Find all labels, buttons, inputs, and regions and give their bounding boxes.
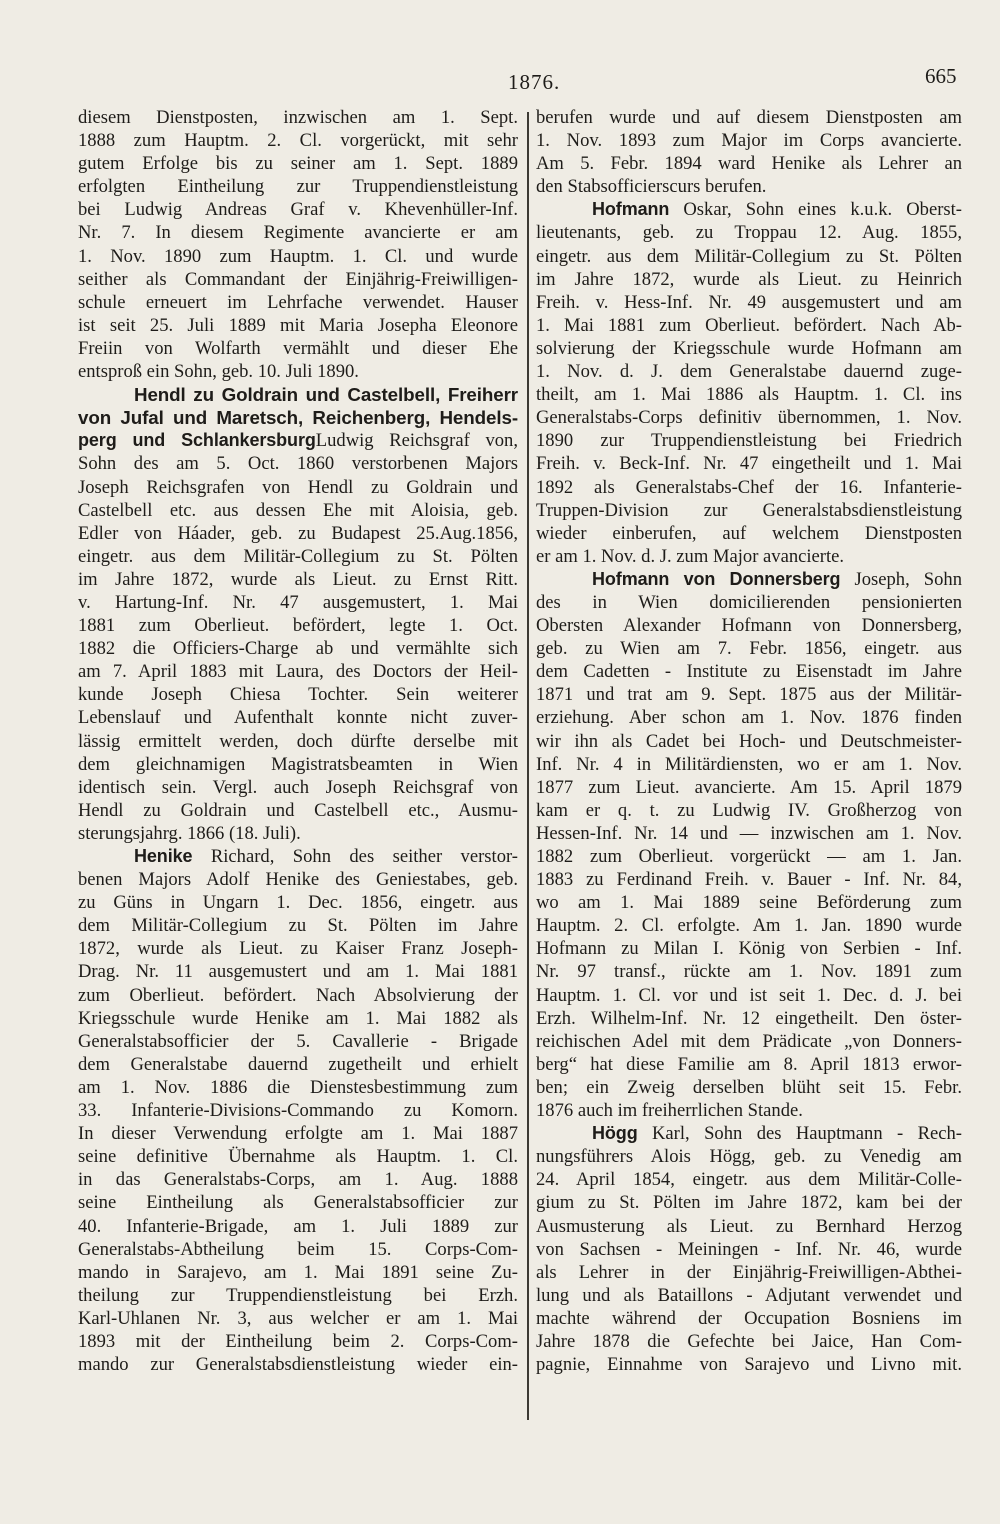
- text-line: [78, 1261, 518, 1284]
- text-line: [536, 360, 962, 383]
- line-text: Am 5. Febr. 1894 ward Henike als Lehrer an: [536, 153, 962, 175]
- line-text: den Stabsofficierscurs berufen.: [536, 176, 767, 198]
- right-column: [536, 106, 962, 1376]
- text-line: [536, 1168, 962, 1191]
- text-line: [536, 1307, 962, 1330]
- text-line: [536, 383, 962, 406]
- line-text: lässig ermittelt werden, doch dürfte derselbe mit: [78, 730, 518, 752]
- line-text: geb. zu Wien am 7. Febr. 1856, eingetr. aus: [536, 638, 962, 660]
- line-text: lieutenants, geb. zu Troppau 12. Aug. 1855,: [536, 222, 962, 244]
- text-line: [78, 984, 518, 1007]
- line-text: Hofmann zu Milan I. König von Serbien - Inf.: [536, 938, 962, 960]
- line-text: eingetr. aus dem Militär-Collegium zu St. Pölten: [536, 245, 962, 267]
- text-line: [536, 476, 962, 499]
- text-line: [536, 753, 962, 776]
- line-text: Kriegsschule wurde Henike am 1. Mai 1882 als: [78, 1007, 518, 1029]
- line-text: Hauptm. 1. Cl. vor und ist seit 1. Dec. d. J. bei: [536, 984, 962, 1006]
- line-text: gium zu St. Pölten im Jahre 1872, kam bei der: [536, 1192, 962, 1214]
- text-line: [78, 198, 518, 221]
- line-text: Nr. 7. In diesem Regimente avancierte er am: [78, 222, 518, 244]
- text-line: [78, 337, 518, 360]
- text-line: [536, 1261, 962, 1284]
- line-text: dem Cadetten - Institute zu Eisenstadt im Jahre: [536, 661, 962, 683]
- line-text: zu Güns in Ungarn 1. Dec. 1856, eingetr. aus: [78, 892, 518, 914]
- text-line: [78, 822, 518, 845]
- text-line: [536, 406, 962, 429]
- text-line: [536, 1215, 962, 1238]
- text-line: [78, 1168, 518, 1191]
- line-text: 1. Nov. 1893 zum Major im Corps avancierte.: [536, 130, 962, 152]
- line-text: Generalstabs-Corps definitiv übernommen, 1. Nov.: [536, 407, 962, 429]
- text-line: [78, 683, 518, 706]
- text-line: [78, 660, 518, 683]
- text-line: [536, 129, 962, 152]
- text-line: [78, 291, 518, 314]
- line-text: Inf. Nr. 4 in Militärdiensten, wo er am 1. Nov.: [536, 753, 962, 775]
- text-line: [536, 175, 962, 198]
- line-text: Edler von Háader, geb. zu Budapest 25.Aug.1856,: [78, 522, 518, 544]
- line-text: 1888 zum Hauptm. 2. Cl. vorgerückt, mit sehr: [78, 130, 518, 152]
- text-line: [78, 730, 518, 753]
- text-line: [536, 937, 962, 960]
- line-text: 1876 auch im freiherrlichen Stande.: [536, 1100, 803, 1122]
- line-text: Karl-Uhlanen Nr. 3, aus welcher er am 1. Mai: [78, 1307, 518, 1329]
- text-line: [536, 891, 962, 914]
- text-line: [536, 914, 962, 937]
- line-text: bei Ludwig Andreas Graf v. Khevenhüller-Inf.: [78, 199, 518, 221]
- text-line: [78, 1238, 518, 1261]
- line-text: am 1. Nov. 1886 die Dienstesbestimmung zum: [78, 1076, 518, 1098]
- text-line: [78, 499, 518, 522]
- text-line: [536, 314, 962, 337]
- text-line: [536, 1145, 962, 1168]
- line-text: berg“ hat diese Familie am 8. April 1813 erwor-: [536, 1053, 962, 1075]
- line-text: 1877 zum Lieut. avancierte. Am 15. April 1879: [536, 776, 962, 798]
- text-line: [78, 799, 518, 822]
- line-text: erfolgten Eintheilung zur Truppendienstleistung: [78, 176, 518, 198]
- text-line: [78, 1145, 518, 1168]
- text-line: [78, 245, 518, 268]
- text-line: [536, 1076, 962, 1099]
- line-text: Oskar, Sohn eines k.u.k. Oberst-: [669, 199, 962, 221]
- line-text: In dieser Verwendung erfolgte am 1. Mai 1887: [78, 1123, 518, 1145]
- line-text: Truppen-Division zur Generalstabsdienstleistung: [536, 499, 962, 521]
- line-text: Freih. v. Beck-Inf. Nr. 47 eingetheilt und 1. Mai: [536, 453, 962, 475]
- line-text: seine definitive Übernahme als Hauptm. 1. Cl.: [78, 1146, 518, 1168]
- text-line: [536, 1330, 962, 1353]
- text-line: [78, 1122, 518, 1145]
- line-text: mando zur Generalstabsdienstleistung wieder ein-: [78, 1354, 518, 1376]
- text-line: [78, 891, 518, 914]
- line-text: schule erneuert im Lehrfache verwendet. Hauser: [78, 291, 518, 313]
- text-line: [536, 545, 962, 568]
- text-line: [536, 591, 962, 614]
- line-text: 1892 als Generalstabs-Chef der 16. Infanterie-: [536, 476, 962, 498]
- line-text: ben; ein Zweig derselben blüht seit 15. Febr.: [536, 1076, 962, 1098]
- line-text: Hessen-Inf. Nr. 14 und — inzwischen am 1. Nov.: [536, 822, 962, 844]
- entry-name: Henike: [134, 846, 193, 866]
- line-text: 1871 und trat am 9. Sept. 1875 aus der Militär-: [536, 684, 962, 706]
- line-text: Hauptm. 2. Cl. erfolgte. Am 1. Jan. 1890 wurde: [536, 915, 962, 937]
- line-text: 40. Infanterie-Brigade, am 1. Juli 1889 zur: [78, 1215, 518, 1237]
- line-text: theilung zur Truppendienstleistung bei Erzh.: [78, 1284, 518, 1306]
- text-line: [78, 937, 518, 960]
- line-text: 1882 die Officiers-Charge ab und vermählte sich: [78, 638, 518, 660]
- line-text: zum Oberlieut. befördert. Nach Absolvierung der: [78, 984, 518, 1006]
- entry-name: perg und Schlankersburg: [78, 430, 316, 451]
- line-text: nungsführers Alois Högg, geb. zu Venedig am: [536, 1146, 962, 1168]
- line-text: in das Generalstabs-Corps, am 1. Aug. 1888: [78, 1169, 518, 1191]
- text-line: [536, 1122, 962, 1145]
- line-text: machte während der Occupation Bosniens im: [536, 1307, 962, 1329]
- text-line: [536, 245, 962, 268]
- text-line: [536, 1007, 962, 1030]
- line-text: 1890 zur Truppendienstleistung bei Friedrich: [536, 430, 962, 452]
- line-text: lung und als Bataillons - Adjutant verwendet und: [536, 1284, 962, 1306]
- line-text: Jahre 1878 die Gefechte bei Jaice, Han Com-: [536, 1330, 962, 1352]
- text-line: [536, 960, 962, 983]
- line-text: solvierung der Kriegsschule wurde Hofmann am: [536, 337, 962, 359]
- text-line: [536, 706, 962, 729]
- line-text: Richard, Sohn des seither verstor-: [192, 846, 518, 867]
- text-line: [536, 868, 962, 891]
- line-text: 1882 zum Oberlieut. vorgerückt — am 1. Jan.: [536, 846, 962, 867]
- line-text: 1893 mit der Eintheilung beim 2. Corps-Com-: [78, 1330, 518, 1352]
- line-text: am 7. April 1883 mit Laura, des Doctors der Heil-: [78, 661, 518, 683]
- line-text: Obersten Alexander Hofmann von Donnersberg,: [536, 615, 962, 637]
- text-line: [78, 568, 518, 591]
- text-line: [78, 1353, 518, 1376]
- line-text: pagnie, Einnahme von Sarajevo und Livno mit.: [536, 1354, 962, 1376]
- line-text: 1. Mai 1881 zum Oberlieut. befördert. Nach Ab-: [536, 314, 962, 336]
- entry-name: von Jufal und Maretsch, Reichenberg, Hendels-: [78, 407, 518, 429]
- text-line: [78, 522, 518, 545]
- line-text: 1881 zum Oberlieut. befördert, legte 1. Oct.: [78, 615, 518, 637]
- line-text: 24. April 1854, eingetr. aus dem Militär-Colle-: [536, 1169, 962, 1191]
- line-text: diesem Dienstposten, inzwischen am 1. Sept.: [78, 107, 518, 128]
- line-text: dem Generalstabe dauernd zugetheilt und erhielt: [78, 1053, 518, 1075]
- line-text: von Sachsen - Meiningen - Inf. Nr. 46, wurde: [536, 1238, 962, 1260]
- text-line: [536, 683, 962, 706]
- line-text: mando in Sarajevo, am 1. Mai 1891 seine Zu-: [78, 1261, 518, 1283]
- line-text: Drag. Nr. 11 ausgemustert und am 1. Mai 1881: [78, 961, 518, 983]
- text-line: [78, 753, 518, 776]
- line-text: des in Wien domicilierenden pensionierten: [536, 591, 962, 613]
- text-line: [536, 845, 962, 868]
- text-line: [78, 452, 518, 475]
- text-line: [536, 1353, 962, 1376]
- line-text: eingetr. aus dem Militär-Collegium zu St. Pölten: [78, 545, 518, 567]
- text-line: [536, 1053, 962, 1076]
- text-line: [78, 1191, 518, 1214]
- text-line: [78, 960, 518, 983]
- text-line: [78, 914, 518, 937]
- line-text: dem Militär-Collegium zu St. Pölten im Jahre: [78, 915, 518, 937]
- text-line: [536, 1030, 962, 1053]
- text-line: [78, 591, 518, 614]
- line-text: im Jahre 1872, wurde als Lieut. zu Ernst Ritt.: [78, 568, 518, 590]
- line-text: 1872, wurde als Lieut. zu Kaiser Franz Joseph-: [78, 938, 518, 960]
- text-line: [78, 1330, 518, 1353]
- text-line: [78, 152, 518, 175]
- entry-name: Högg: [592, 1123, 638, 1144]
- text-line: [78, 429, 518, 452]
- line-text: berufen wurde und auf diesem Dienstposten am: [536, 107, 962, 128]
- line-text: wieder einberufen, auf welchem Dienstposten: [536, 522, 962, 544]
- line-text: entsproß ein Sohn, geb. 10. Juli 1890.: [78, 361, 359, 383]
- text-line: [78, 106, 518, 129]
- line-text: Nr. 97 transf., rückte am 1. Nov. 1891 zum: [536, 961, 962, 983]
- left-column: [78, 106, 518, 1376]
- text-line: [536, 1099, 962, 1122]
- line-text: seine Eintheilung als Generalstabsofficier zur: [78, 1192, 518, 1214]
- line-text: sterungsjahrg. 1866 (18. Juli).: [78, 822, 301, 844]
- text-line: [536, 614, 962, 637]
- running-header: [0, 64, 1000, 100]
- text-line: [78, 1053, 518, 1076]
- text-line: [536, 660, 962, 683]
- text-line: [536, 1284, 962, 1307]
- text-line: [78, 706, 518, 729]
- text-line: [78, 545, 518, 568]
- line-text: seither als Commandant der Einjährig-Freiwilligen-: [78, 268, 518, 290]
- text-line: [78, 1307, 518, 1330]
- line-text: Ludwig Reichsgraf von,: [315, 430, 518, 452]
- text-line: [536, 984, 962, 1007]
- line-text: ist seit 25. Juli 1889 mit Maria Josepha Eleonore: [78, 314, 518, 336]
- text-line: [78, 1284, 518, 1307]
- page-number: 665: [925, 64, 957, 88]
- text-line: [536, 730, 962, 753]
- text-line: [536, 822, 962, 845]
- entry-name: Hendl zu Goldrain und Castelbell, Freiherr: [134, 384, 518, 406]
- text-line: [78, 614, 518, 637]
- line-text: 1. Nov. 1890 zum Hauptm. 1. Cl. und wurde: [78, 245, 518, 267]
- line-text: wir ihn als Cadet bei Hoch- und Deutschmeister-: [536, 730, 962, 752]
- line-text: Generalstabs-Abtheilung beim 15. Corps-Com-: [78, 1238, 518, 1260]
- text-line: [78, 314, 518, 337]
- text-line: [536, 291, 962, 314]
- text-line: [78, 360, 518, 383]
- text-line: [536, 198, 962, 221]
- text-line: [78, 637, 518, 660]
- text-line: [78, 1076, 518, 1099]
- text-line: [536, 106, 962, 129]
- header-year: 1876.: [508, 70, 561, 94]
- line-text: Karl, Sohn des Hauptmann - Rech-: [637, 1123, 962, 1145]
- text-line: [536, 221, 962, 244]
- line-text: kam er q. t. zu Ludwig IV. Großherzog von: [536, 799, 962, 821]
- line-text: er am 1. Nov. d. J. zum Major avancierte.: [536, 545, 845, 567]
- text-line: [78, 175, 518, 198]
- text-line: [78, 1099, 518, 1122]
- text-line: [78, 1030, 518, 1053]
- line-text: Generalstabsofficier der 5. Cavallerie - Brigade: [78, 1030, 518, 1052]
- text-line: [536, 568, 962, 591]
- text-line: [536, 268, 962, 291]
- text-line: [536, 152, 962, 175]
- text-line: [536, 337, 962, 360]
- line-text: Erzh. Wilhelm-Inf. Nr. 12 eingetheilt. Den öster-: [536, 1007, 962, 1029]
- line-text: erziehung. Aber schon am 1. Nov. 1876 finden: [536, 707, 962, 729]
- line-text: kunde Joseph Chiesa Tochter. Sein weiterer: [78, 684, 518, 706]
- text-line: [536, 499, 962, 522]
- line-text: identisch sein. Vergl. auch Joseph Reichsgraf von: [78, 776, 518, 798]
- text-line: [78, 1215, 518, 1238]
- text-line: [78, 776, 518, 799]
- text-line: [536, 637, 962, 660]
- text-line: [78, 221, 518, 244]
- line-text: Joseph Reichsgrafen von Hendl zu Goldrain und: [78, 476, 518, 498]
- line-text: Ausmusterung als Lieut. zu Bernhard Herzog: [536, 1215, 962, 1237]
- line-text: theilt, am 1. Mai 1886 als Hauptm. 1. Cl. ins: [536, 384, 962, 406]
- text-line: [78, 845, 518, 868]
- line-text: Joseph, Sohn: [840, 568, 963, 590]
- text-line: [536, 429, 962, 452]
- line-text: Freih. v. Hess-Inf. Nr. 49 ausgemustert und am: [536, 291, 962, 313]
- text-line: [78, 868, 518, 891]
- text-line: [536, 1191, 962, 1214]
- line-text: Hendl zu Goldrain und Castelbell etc., Ausmu-: [78, 799, 518, 821]
- line-text: benen Majors Adolf Henike des Geniestabes, geb.: [78, 869, 518, 891]
- entry-name: Hofmann von Donnersberg: [592, 568, 841, 589]
- entry-name: Hofmann: [592, 199, 670, 220]
- line-text: v. Hartung-Inf. Nr. 47 ausgemustert, 1. Mai: [78, 591, 518, 613]
- text-line: [536, 452, 962, 475]
- line-text: Sohn des am 5. Oct. 1860 verstorbenen Majors: [78, 453, 518, 475]
- line-text: Freiin von Wolfarth vermählt und dieser Ehe: [78, 337, 518, 359]
- text-line: [78, 1007, 518, 1030]
- text-line: [78, 476, 518, 499]
- text-line: [78, 268, 518, 291]
- text-line: [536, 799, 962, 822]
- text-line: [536, 776, 962, 799]
- line-text: dem gleichnamigen Magistratsbeamten in Wien: [78, 753, 518, 775]
- line-text: gutem Erfolge bis zu seiner am 1. Sept. 1889: [78, 153, 518, 175]
- line-text: 1883 zu Ferdinand Freih. v. Bauer - Inf. Nr. 84,: [536, 869, 962, 891]
- line-text: 33. Infanterie-Divisions-Commando zu Komorn.: [78, 1100, 518, 1122]
- text-line: [78, 406, 518, 429]
- text-line: [78, 383, 518, 406]
- line-text: 1. Nov. d. J. dem Generalstabe dauernd zuge-: [536, 361, 962, 383]
- line-text: Lebenslauf und Aufenthalt konnte nicht zuver-: [78, 707, 518, 729]
- text-line: [78, 129, 518, 152]
- line-text: im Jahre 1872, wurde als Lieut. zu Heinrich: [536, 268, 962, 290]
- text-line: [536, 1238, 962, 1261]
- line-text: wo am 1. Mai 1889 seine Beförderung zum: [536, 892, 962, 914]
- line-text: reichischen Adel mit dem Prädicate „von Donners-: [536, 1030, 962, 1052]
- column-divider: [527, 112, 529, 1420]
- text-line: [536, 522, 962, 545]
- line-text: als Lehrer in der Einjährig-Freiwilligen-Abthei-: [536, 1261, 962, 1283]
- line-text: Castelbell etc. aus dessen Ehe mit Aloisia, geb.: [78, 499, 518, 521]
